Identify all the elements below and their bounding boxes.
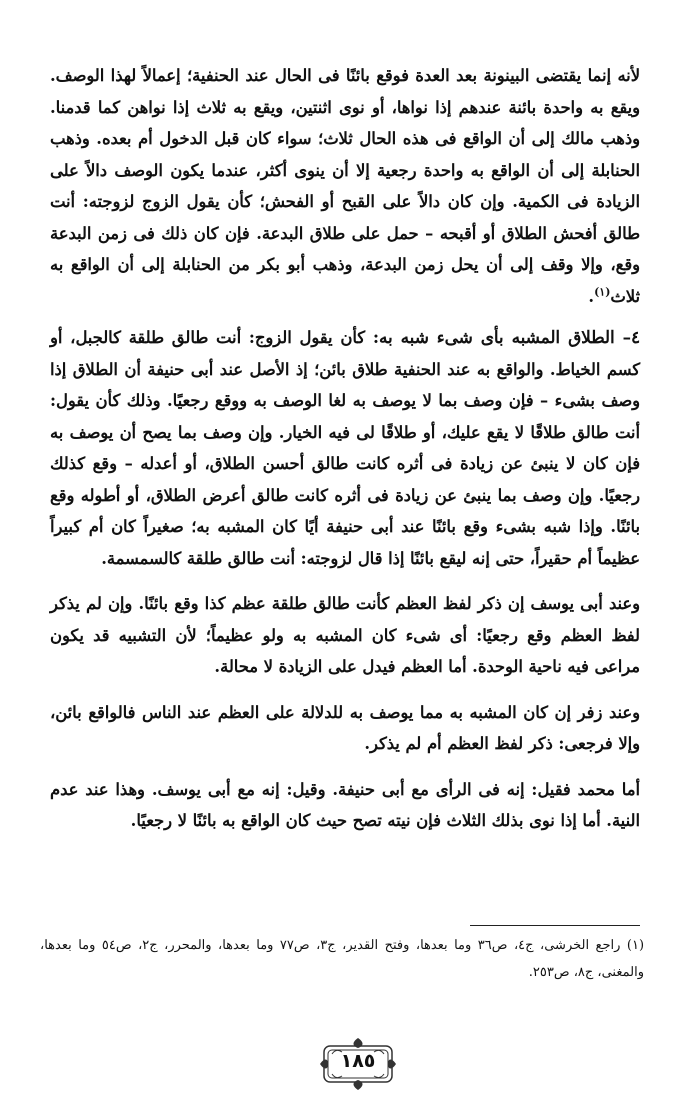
paragraph-1: لأنه إنما يقتضى البينونة بعد العدة فوقع بائنًا فى الحال عند الحنفية؛ إعمالاً لهذا الوصف. ويقع به واحدة بائنة عندهم إذا نواها، أو نوى اثنتين، ويقع به ثلاث إذا نواهن كما قدمنا. وذهب مالك إلى أن الواقع فى هذه الحال ثلاث؛ سواء كان قبل الدخول أم بعده. وذهب الحنابلة إلى أن الواقع به واحدة رجعية إلا أن ينوى أكثر، عندما يكون الوصف دالاً على الزيادة فى الكمية. وإن كان دالاً على القبح أو الفحش؛ كأن يقول الزوج لزوجته: أنت طالق أفحش الطلاق أو أقبحه – حمل على طلاق البدعة. فإن كان ذلك فى زمن البدعة وقع، وإلا وقف إلى أن يحل زمن البدعة، وذهب أبو بكر من الحنابلة إلى أن الواقع به ثلاث$^{(١)}$. [50, 66, 640, 306]
footnote-separator [470, 925, 640, 926]
paragraph-5: أما محمد فقيل: إنه فى الرأى مع أبى حنيفة. وقيل: إنه مع أبى يوسف. وهذا عند عدم النية. أما إذا نوى بذلك الثلاث فإن نيته تصح حيث كان الواقع به بائنًا لا رجعيًا. [50, 779, 640, 830]
main-text [50, 60, 640, 837]
paragraph-1-text: لأنه إنما يقتضى البينونة بعد العدة فوقع بائنًا فى الحال عند الحنفية؛ إعمالاً لهذا الوصف. ويقع به واحدة بائنة عندهم إذا نواها، أو نوى اثنتين، ويقع به ثلاث إذا نواهن كما قدمنا. وذهب مالك إلى أن الواقع فى هذه الحال ثلاث؛ سواء كان قبل الدخول أم بعده. وذهب الحنابلة إلى أن الواقع به واحدة رجعية إلا أن ينوى أكثر، عندما يكون الوصف دالاً على الزيادة فى الكمية. وإن كان دالاً على القبح أو الفحش؛ كأن يقول الزوج لزوجته: أنت طالق أفحش الطلاق أو أقبحه – حمل على طلاق البدعة. فإن كان ذلك فى زمن البدعة وقع، وإلا وقف إلى أن يحل زمن البدعة، وذهب أبو بكر من الحنابلة إلى أن الواقع به ثلاث [50, 66, 640, 306]
page-number: ١٨٥ [340, 1050, 376, 1072]
section-lead: كأن يقول الزوج: أنت طالق طلقة [128, 328, 366, 347]
paragraph-3: وعند أبى يوسف إن ذكر لفظ العظم كأنت طالق طلقة عظم كذا وقع بائنًا. وإن لم يذكر لفظ العظم وقع رجعيًا: أى شىء كان المشبه به ولو عظيماً؛ لأن التشبيه قد يكون مراعى فيه ناحية الوحدة. أما العظم فيدل على الزيادة لا محالة. [50, 594, 640, 676]
paragraph-2-text: كالجبل، أو كسم الخياط. والواقع به عند الحنفية طلاق بائن؛ إذ الأصل عند أبى حنيفة أن الطلاق إذا وصف بشىء – فإن وصف بما لا يوصف به لغا الوصف به ووقع رجعيًا. وذلك كأن يقول: أنت طالق طلاقًا لا يقع عليك، أو طلاقًا لى فيه الخيار. وإن وصف بما يصح أن يوصف به فإن كان لا ينبئ عن زيادة فى أثره كانت طالق أحسن الطلاق، أو أعدله – وقع كذلك رجعيًا. وإن وصف بما ينبئ عن زيادة فى أثره كانت طالق أعرض الطلاق، أو أطوله وقع بائنًا. وإذا شبه بشىء وقع بائنًا عند أبى حنيفة أيًا كان المشبه به؛ صغيراً كان أم كبيراً عظيماً أم حقيراً، حتى إنه ليقع بائنًا إذا قال لزوجته: أنت طالق طلقة كالسمسمة. [50, 328, 640, 568]
footnote: (١) راجع الخرشى، ج٤، ص٣٦ وما بعدها، وفتح القدير، ج٣، ص٧٧ وما بعدها، والمحرر، ج٢، ص٥٤ وما بعدها، والمغنى، ج٨، ص٢٥٣. [40, 938, 645, 980]
paragraph-2 [50, 322, 640, 574]
footnote-ref: (١) [594, 285, 611, 299]
section-heading: ٤– الطلاق المشبه بأى شىء شبه به: [372, 327, 641, 347]
paragraph-4: وعند زفر إن كان المشبه به مما يوصف به للدلالة على العظم عند الناس فالواقع بائن، وإلا فرجعى: ذكر لفظ العظم أم لم يذكر. [50, 702, 640, 753]
